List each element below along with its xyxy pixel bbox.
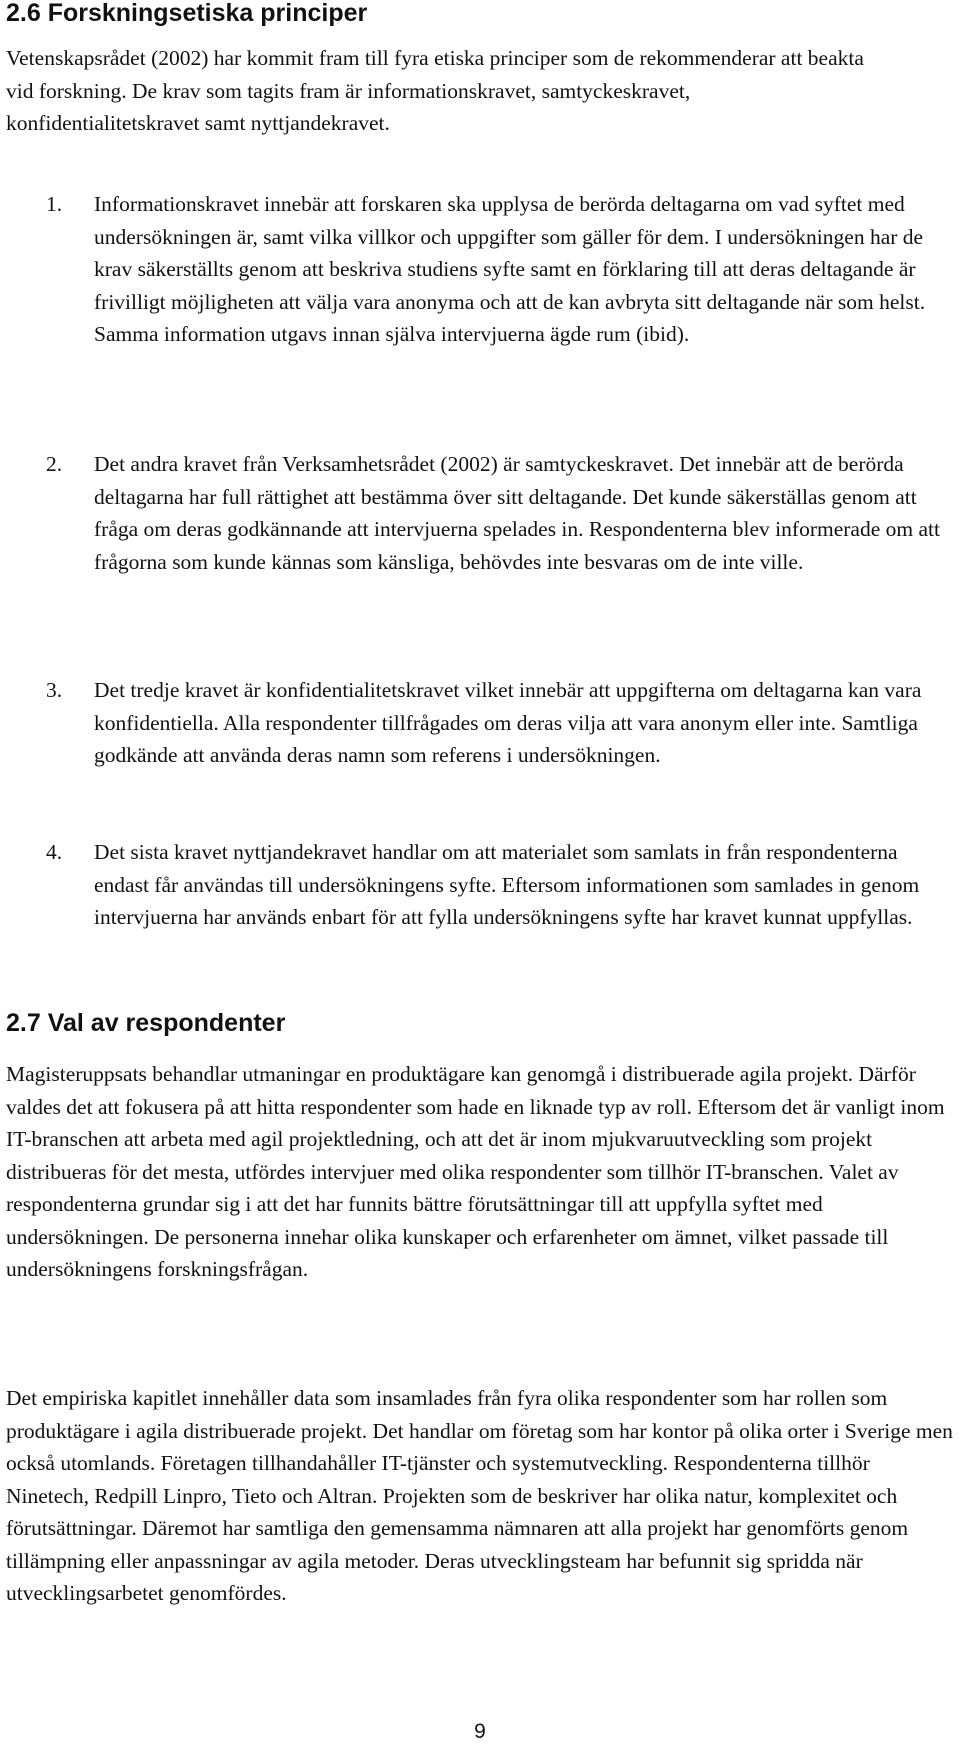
list-number: 1. xyxy=(46,192,63,216)
ethics-list-item-4 xyxy=(46,836,954,934)
list-item-text: Det sista kravet nyttjandekravet handlar om att materialet som samlats in från respondenterna endast får användas till undersökningens syfte. Eftersom informationen som samlades in genom intervjuerna har används enbart för att fylla undersökningens syfte har kravet kunnat uppfyllas. xyxy=(94,840,920,929)
ethics-list-item-1 xyxy=(46,188,954,351)
list-number: 4. xyxy=(46,840,63,864)
respondents-paragraph-2: Det empiriska kapitlet innehåller data som insamlades från fyra olika respondenter som har rollen som produktägare i agila distribuerade projekt. Det handlar om företag som har kontor på olika orter i Sverige men också utomlands. Företagen tillhandahåller IT-tjänster och systemutveckling. Respondenterna tillhör Ninetech, Redpill Linpro, Tieto och Altran. Projekten som de beskriver har olika natur, komplexitet och förutsättningar. Däremot har samtliga den gemensamma nämnaren att alla projekt har genomförts genom tillämpning eller anpassningar av agila metoder. Deras utvecklingsteam har befunnit sig spridda när utvecklingsarbetet genomfördes. xyxy=(6,1386,953,1605)
list-number: 2. xyxy=(46,452,63,476)
respondents-paragraph-1: Magisteruppsats behandlar utmaningar en produktägare kan genomgå i distribuerade agila projekt. Därför valdes det att fokusera på att hitta respondenter som hade en liknade typ av roll. Eftersom det är vanligt inom IT-branschen att arbeta med agil projektledning, och att det är inom mjukvaruutveckling som projekt distribueras för det mesta, utfördes intervjuer med olika respondenter som tillhör IT-branschen. Valet av respondenterna grundar sig i att det har funnits bättre förutsättningar till att uppfylla syftet med undersökningen. De personerna innehar olika kunskaper och erfarenheter om ämnet, vilket passade till undersökningens forskningsfrågan. xyxy=(6,1062,945,1281)
section-heading-2-7: 2.7 Val av respondenter xyxy=(6,1009,286,1037)
intro-paragraph: Vetenskapsrådet (2002) har kommit fram till fyra etiska principer som de rekommenderar att beakta vid forskning. De krav som tagits fram är informationskravet, samtyckeskravet, konfidentialitetskravet samt nyttjandekravet. xyxy=(6,46,864,135)
list-item-text: Det andra kravet från Verksamhetsrådet (2002) är samtyckeskravet. Det innebär att de berörda deltagarna har full rättighet att bestämma över sitt deltagande. Det kunde säkerställas genom att fråga om deras godkännande att intervjuerna spelades in. Respondenterna blev informerade om att frågorna som kunde kännas som känsliga, behövdes inte besvaras om de inte ville. xyxy=(94,452,940,574)
list-item-text: Informationskravet innebär att forskaren ska upplysa de berörda deltagarna om vad syftet med undersökningen är, samt vilka villkor och uppgifter som gäller för dem. I undersökningen har de krav säkerställts genom att beskriva studiens syfte samt en förklaring till att deras deltagande är frivilligt möjligheten att välja vara anonyma och att de kan avbryta sitt deltagande när som helst. Samma information utgavs innan själva intervjuerna ägde rum (ibid). xyxy=(94,192,926,346)
section-heading-2-6: 2.6 Forskningsetiska principer xyxy=(6,0,368,27)
list-item-text: Det tredje kravet är konfidentialitetskravet vilket innebär att uppgifterna om deltagarna kan vara konfidentiella. Alla respondenter tillfrågades om deras vilja att vara anonym eller inte. Samtliga godkände att använda deras namn som referens i undersökningen. xyxy=(94,678,922,767)
ethics-list-item-2 xyxy=(46,448,954,578)
ethics-list-item-3 xyxy=(46,674,954,772)
list-number: 3. xyxy=(46,678,63,702)
page-number: 9 xyxy=(474,1720,486,1743)
